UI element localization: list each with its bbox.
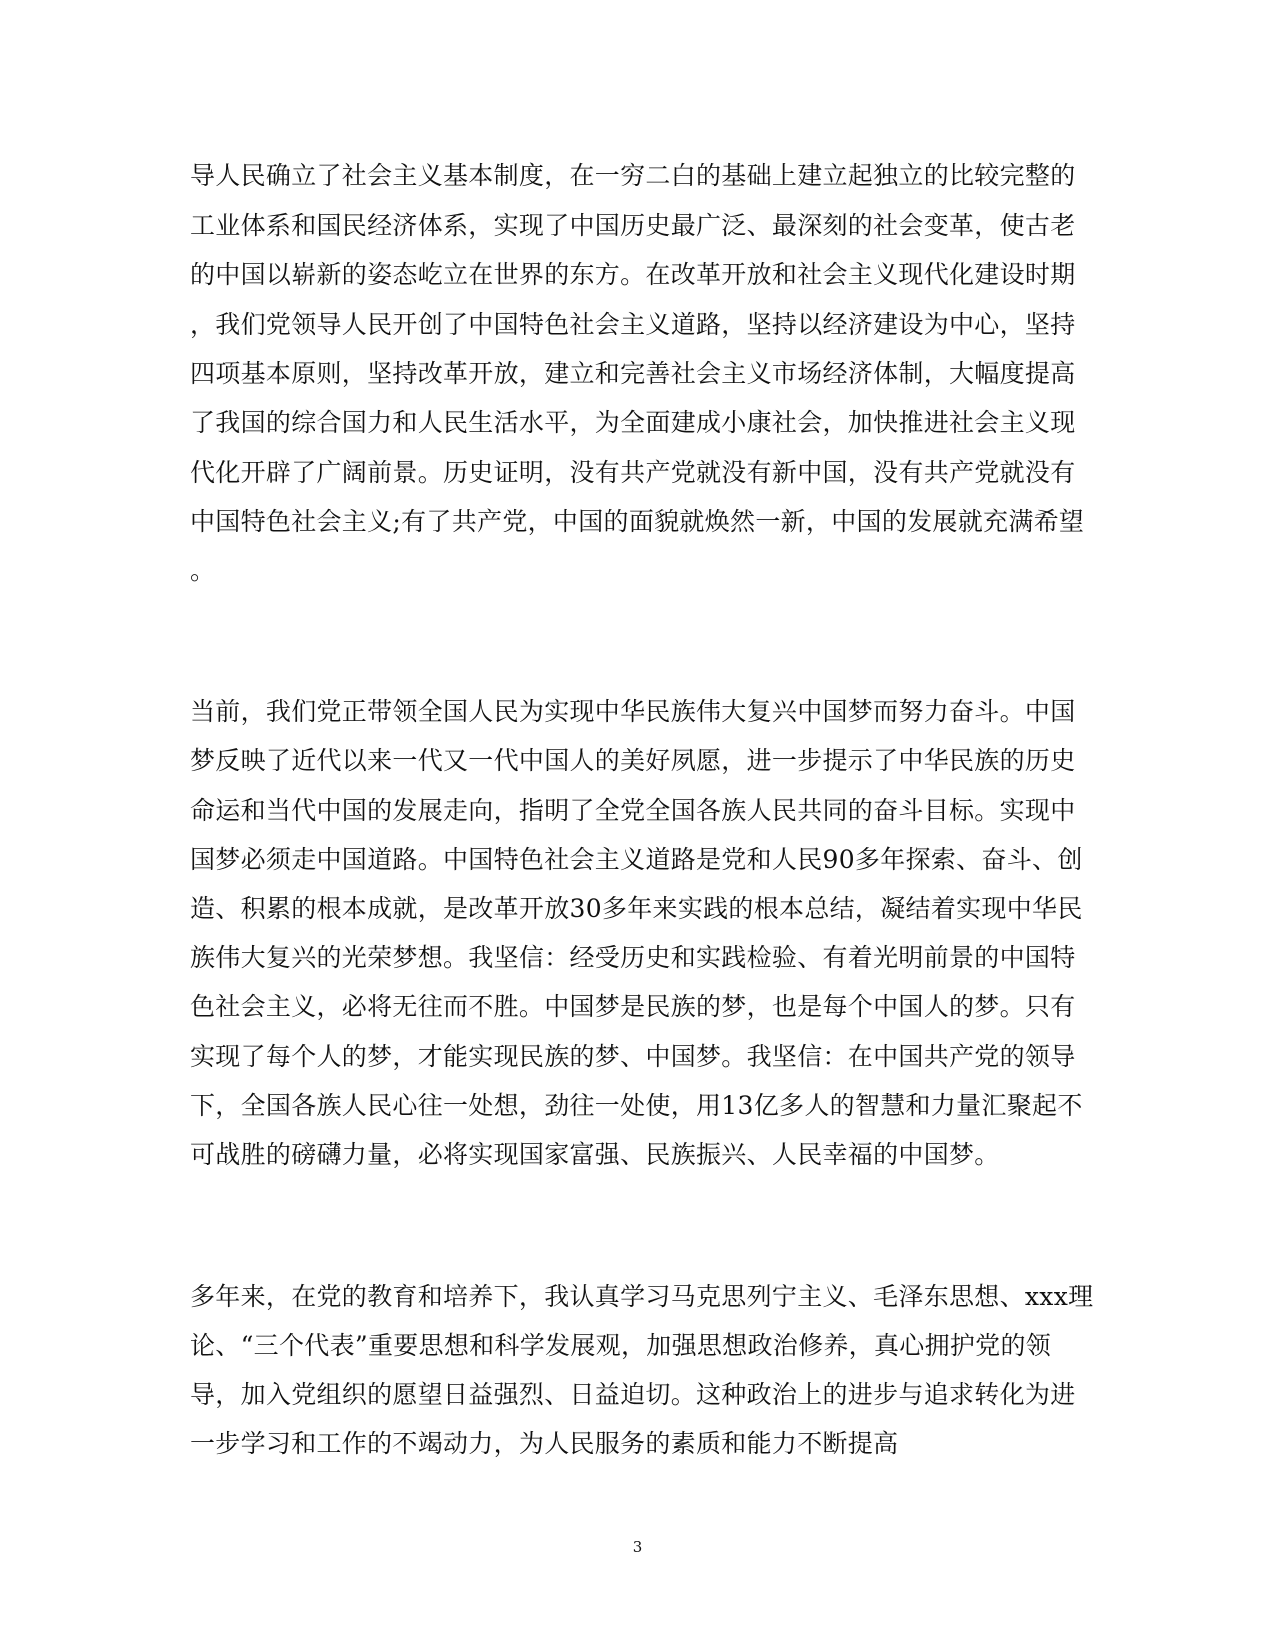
- paragraph-3-line-1: 多年来，在党的教育和培养下，我认真学习马克思列宁主义、毛泽东思想、xxx理: [190, 1282, 1094, 1311]
- paragraph-3-line-3: 导，加入党组织的愿望日益强烈、日益迫切。这种政治上的进步与追求转化为进: [190, 1380, 1076, 1409]
- paragraph-2-line-8: 实现了每个人的梦，才能实现民族的梦、中国梦。我坚信：在中国共产党的领导: [190, 1042, 1076, 1071]
- paragraph-1-line-4: ，我们党领导人民开创了中国特色社会主义道路，坚持以经济建设为中心，坚持: [190, 310, 1076, 339]
- paragraph-1-line-3: 的中国以崭新的姿态屹立在世界的东方。在改革开放和社会主义现代化建设时期: [190, 260, 1076, 289]
- paragraph-2-line-5: 造、积累的根本成就，是改革开放30多年来实践的根本总结，凝结着实现中华民: [190, 894, 1083, 923]
- paragraph-2-line-9: 下，全国各族人民心往一处想，劲往一处使，用13亿多人的智慧和力量汇聚起不: [190, 1091, 1083, 1120]
- paragraph-2-line-10: 可战胜的磅礴力量，必将实现国家富强、民族振兴、人民幸福的中国梦。: [190, 1140, 1000, 1169]
- paragraph-1-line-9: 。: [190, 556, 216, 585]
- paragraph-2-line-3: 命运和当代中国的发展走向，指明了全党全国各族人民共同的奋斗目标。实现中: [190, 796, 1076, 825]
- paragraph-2-line-6: 族伟大复兴的光荣梦想。我坚信：经受历史和实践检验、有着光明前景的中国特: [190, 943, 1076, 972]
- paragraph-3-line-4: 一步学习和工作的不竭动力，为人民服务的素质和能力不断提高: [190, 1429, 899, 1458]
- paragraph-1-line-5: 四项基本原则，坚持改革开放，建立和完善社会主义市场经济体制，大幅度提高: [190, 359, 1076, 388]
- paragraph-1-line-2: 工业体系和国民经济体系，实现了中国历史最广泛、最深刻的社会变革，使古老: [190, 211, 1076, 240]
- paragraph-2-line-7: 色社会主义，必将无往而不胜。中国梦是民族的梦，也是每个中国人的梦。只有: [190, 992, 1076, 1021]
- paragraph-3-line-2: 论、“三个代表”重要思想和科学发展观，加强思想政治修养，真心拥护党的领: [190, 1331, 1052, 1360]
- paragraph-2-line-1: 当前，我们党正带领全国人民为实现中华民族伟大复兴中国梦而努力奋斗。中国: [190, 697, 1076, 726]
- paragraph-1-line-7: 代化开辟了广阔前景。历史证明，没有共产党就没有新中国，没有共产党就没有: [190, 458, 1076, 487]
- paragraph-1-line-8: 中国特色社会主义;有了共产党，中国的面貌就焕然一新，中国的发展就充满希望: [190, 507, 1085, 536]
- page-number: 3: [632, 1538, 643, 1556]
- paragraph-1-line-1: 导人民确立了社会主义基本制度，在一穷二白的基础上建立起独立的比较完整的: [190, 161, 1076, 190]
- paragraph-2-line-2: 梦反映了近代以来一代又一代中国人的美好夙愿，进一步提示了中华民族的历史: [190, 746, 1076, 775]
- paragraph-2-line-4: 国梦必须走中国道路。中国特色社会主义道路是党和人民90多年探索、奋斗、创: [190, 845, 1083, 874]
- paragraph-1-line-6: 了我国的综合国力和人民生活水平，为全面建成小康社会，加快推进社会主义现: [190, 408, 1076, 437]
